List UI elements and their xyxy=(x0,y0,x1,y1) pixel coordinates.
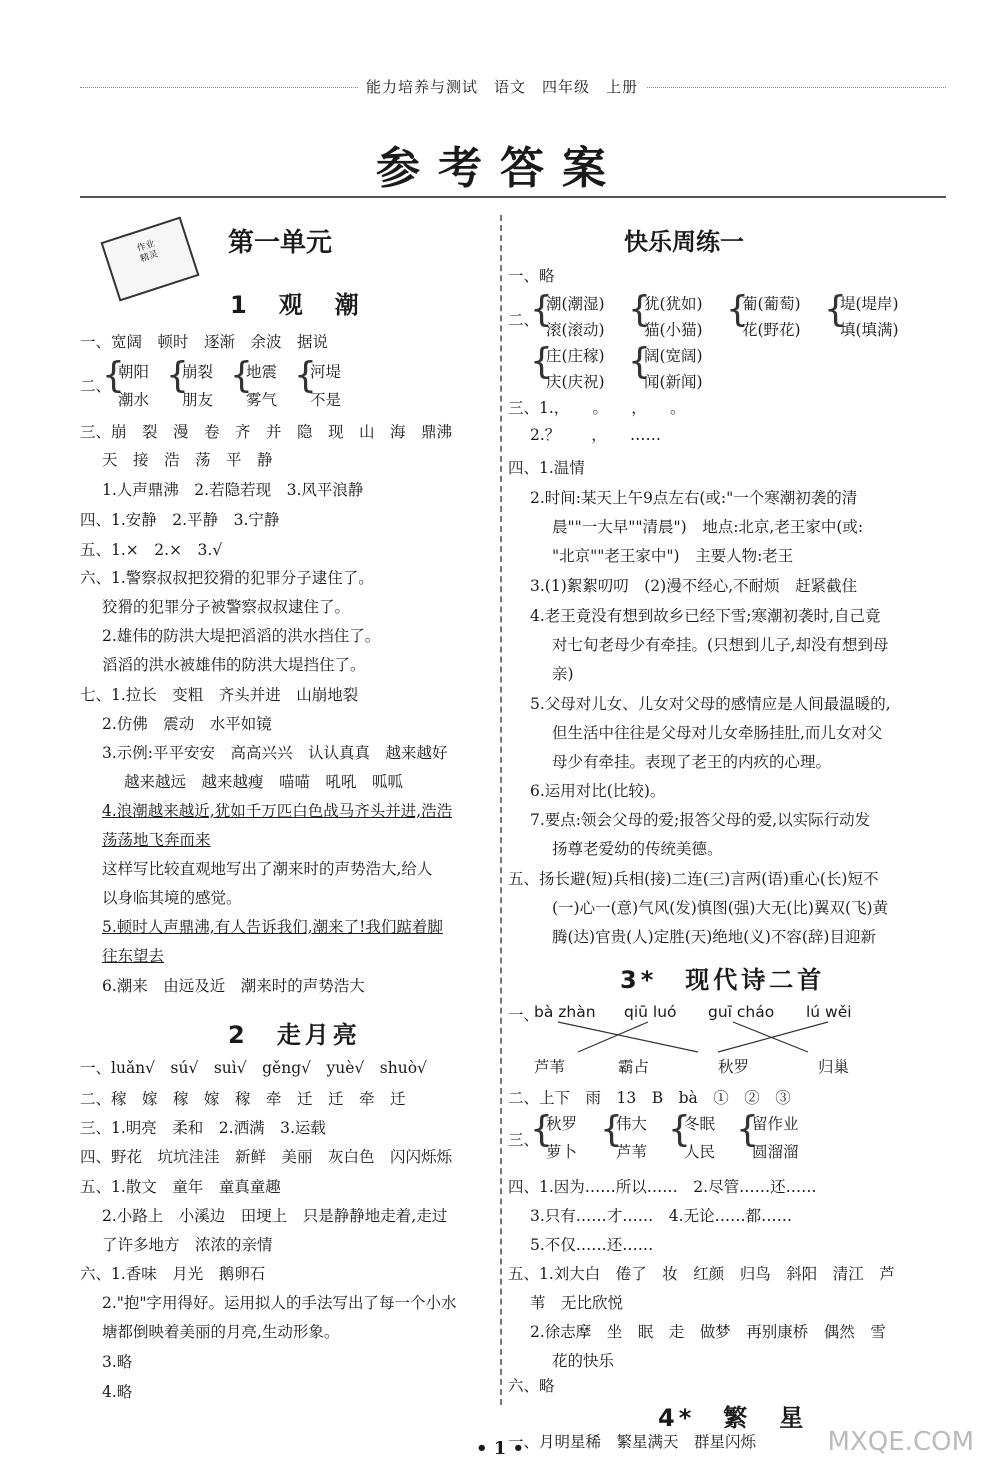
pinyin: bà zhàn xyxy=(534,1003,596,1021)
brace: { xyxy=(530,1109,553,1150)
brace: { xyxy=(628,341,651,382)
brace: { xyxy=(230,355,253,396)
word: 归巢 xyxy=(818,1058,850,1076)
brace: { xyxy=(736,1109,759,1150)
answer-line: 塘都倒映着美丽的月亮,生动形象。 xyxy=(102,1323,340,1341)
answer-line: 一、宽阔 顿时 逐渐 余波 据说 xyxy=(80,333,329,351)
answer-line: 1.人声鼎沸 2.若隐若现 3.风平浪静 xyxy=(102,481,364,499)
answer-line: 腾(达)官贵(人)定胜(天)绝地(义)不容(辞)目迎新 xyxy=(552,928,876,946)
char-group: 秋罗 xyxy=(546,1115,578,1133)
char-group: 河堤 xyxy=(310,363,342,381)
char-group: 人民 xyxy=(684,1143,716,1161)
char-group: 雾气 xyxy=(246,391,278,409)
lesson-2-title: 2 走月亮 xyxy=(228,1021,361,1049)
answer-line: "北京""老王家中") 主要人物:老王 xyxy=(552,547,794,565)
answer-line: 6.运用对比(比较)。 xyxy=(530,782,666,800)
char-group: 萝卜 xyxy=(546,1143,578,1161)
char-group: 闻(新闻) xyxy=(644,373,703,391)
lesson-4-title: 4* 繁 星 xyxy=(658,1404,808,1432)
char-group: 不是 xyxy=(310,391,342,409)
answer-line: 五、1.× 2.× 3.√ xyxy=(80,541,223,559)
answer-line: 4.略 xyxy=(102,1383,133,1401)
answer-line: 4.浪潮越来越近,犹如千万匹白色战马齐头并进,浩浩 xyxy=(102,802,453,820)
answer-line: 三、1.明亮 柔和 2.洒满 3.运载 xyxy=(80,1119,326,1137)
char-group: 潮水 xyxy=(118,391,150,409)
char-group: 堤(堤岸) xyxy=(840,295,899,313)
lesson-3-title: 3* 现代诗二首 xyxy=(620,966,826,994)
answer-line: 四、1.温情 xyxy=(508,459,585,477)
watermark: MXQE.COM xyxy=(827,1427,974,1457)
q2-label: 二、 xyxy=(80,377,112,395)
brace: { xyxy=(726,289,749,330)
answer-line: 五、1.刘大白 倦了 妆 红颜 归鸟 斜阳 清江 芦 xyxy=(508,1265,895,1283)
answer-line: 七、1.拉长 变粗 齐头并进 山崩地裂 xyxy=(80,686,359,704)
answer-line: 三、崩 裂 漫 卷 齐 并 隐 现 山 海 鼎沸 xyxy=(80,423,453,441)
char-group: 庄(庄稼) xyxy=(546,347,605,365)
header-text: 能力培养与测试 语文 四年级 上册 xyxy=(358,76,646,97)
running-header xyxy=(80,76,946,100)
answer-line: 二、稼 嫁 稼 嫁 稼 牵 迁 迁 牵 迁 xyxy=(80,1090,406,1108)
char-group: 潮(潮湿) xyxy=(546,295,605,313)
char-group: 葡(葡萄) xyxy=(742,295,801,313)
answer-line: 四、1.因为……所以…… 2.尽管……还…… xyxy=(508,1178,817,1196)
brace: { xyxy=(294,355,317,396)
answer-line: 越来越远 越来越瘦 喵喵 吼吼 呱呱 xyxy=(124,773,404,791)
answer-line: 了许多地方 浓浓的亲情 xyxy=(102,1236,273,1254)
q3-label: 三、 xyxy=(508,1131,540,1149)
answer-line: 2.小路上 小溪边 田埂上 只是静静地走着,走过 xyxy=(102,1207,448,1225)
title-rule xyxy=(80,196,946,198)
answer-line: 花的快乐 xyxy=(552,1352,615,1370)
stamp-logo: 作业 精灵 xyxy=(100,217,199,302)
answer-line: 扬尊老爱幼的传统美德。 xyxy=(552,840,723,858)
answer-line: 3.只有……才…… 4.无论……都…… xyxy=(530,1207,793,1225)
brace: { xyxy=(628,289,651,330)
answer-line: 2.？ ， …… xyxy=(530,426,662,444)
answer-line: 2.时间:某天上午9点左右(或:"一个寒潮初袭的清 xyxy=(530,489,858,507)
answer-line: 晨""一大早""清晨") 地点:北京,老王家中(或: xyxy=(552,518,864,536)
pinyin: guī cháo xyxy=(708,1003,775,1021)
char-group: 犹(犹如) xyxy=(644,295,703,313)
char-group: 伟大 xyxy=(616,1115,648,1133)
char-group: 崩裂 xyxy=(182,363,214,381)
answer-line: 6.潮来 由远及近 潮来时的声势浩大 xyxy=(102,977,365,995)
char-group: 阔(宽阔) xyxy=(644,347,703,365)
brace: { xyxy=(600,1109,623,1150)
char-group: 冬眠 xyxy=(684,1115,716,1133)
word: 霸占 xyxy=(618,1058,650,1076)
answer-line: 3.略 xyxy=(102,1353,133,1371)
page-number: • 1 • xyxy=(475,1438,525,1459)
answer-line: 2.徐志摩 坐 眠 走 做梦 再别康桥 偶然 雪 xyxy=(530,1323,886,1341)
q1-label: 一、 xyxy=(508,1006,540,1024)
q2-label: 二、 xyxy=(508,311,540,329)
answer-line: 一、luǎn√ sú√ suì√ gěng√ yuè√ shuò√ xyxy=(80,1059,427,1077)
unit-heading: 第一单元 xyxy=(228,228,333,258)
answer-line: 这样写比较直观地写出了潮来时的声势浩大,给人 xyxy=(102,860,433,878)
answer-line: 2.雄伟的防洪大堤把滔滔的洪水挡住了。 xyxy=(102,627,381,645)
answer-line: 二、上下 雨 13 B bà ① ② ③ xyxy=(508,1089,791,1107)
answer-line: 五、扬长避(短)兵相(接)二连(三)言两(语)重心(长)短不 xyxy=(508,870,879,888)
char-group: 滚(滚动) xyxy=(546,321,605,339)
answer-line: 滔滔的洪水被雄伟的防洪大堤挡住了。 xyxy=(102,656,366,674)
column-divider xyxy=(500,215,502,1405)
char-group: 猫(小猫) xyxy=(644,321,703,339)
answer-line: 母少有牵挂。表现了老王的内疚的心理。 xyxy=(552,753,832,771)
answer-line: 五、1.散文 童年 童真童趣 xyxy=(80,1178,281,1196)
brace: { xyxy=(668,1109,691,1150)
answer-line: 四、1.安静 2.平静 3.宁静 xyxy=(80,511,280,529)
word: 秋罗 xyxy=(718,1058,750,1076)
pinyin: lú wěi xyxy=(806,1003,852,1021)
answer-line: 2."抱"字用得好。运用拟人的手法写出了每一个小水 xyxy=(102,1294,457,1312)
answer-line: 亲) xyxy=(552,665,574,683)
answer-line: 4.老王竟没有想到故乡已经下雪;寒潮初袭时,自己竟 xyxy=(530,607,881,625)
answer-line: 荡荡地飞奔而来 xyxy=(102,831,211,849)
answer-line: 以身临其境的感觉。 xyxy=(102,889,242,907)
pinyin: qiū luó xyxy=(624,1003,677,1021)
answer-line: 3.(1)絮絮叨叨 (2)漫不经心,不耐烦 赶紧截住 xyxy=(530,577,858,595)
brace: { xyxy=(824,289,847,330)
char-group: 朝阳 xyxy=(118,363,150,381)
answer-line: 对七旬老母少有牵挂。(只想到儿子,却没有想到母 xyxy=(552,636,889,654)
weekly-heading: 快乐周练一 xyxy=(624,228,744,256)
char-group: 芦苇 xyxy=(616,1143,648,1161)
page-title: 参考答案 xyxy=(376,143,624,194)
brace: { xyxy=(530,341,553,382)
answer-line: 5.顿时人声鼎沸,有人告诉我们,潮来了!我们踮着脚 xyxy=(102,918,443,936)
answer-line: 一、月明星稀 繁星满天 群星闪烁 xyxy=(508,1433,757,1451)
char-group: 留作业 xyxy=(752,1115,799,1133)
answer-line: (一)心一(意)气风(发)慎图(强)大无(比)翼双(飞)黄 xyxy=(552,899,889,917)
answer-line: 往东望去 xyxy=(102,947,165,965)
brace: { xyxy=(530,289,553,330)
char-group: 庆(庆祝) xyxy=(546,373,605,391)
word: 芦苇 xyxy=(534,1058,566,1076)
answer-line: 2.仿佛 震动 水平如镜 xyxy=(102,715,272,733)
char-group: 地震 xyxy=(246,363,278,381)
brace: { xyxy=(166,355,189,396)
answer-line: 一、略 xyxy=(508,267,555,285)
answer-line: 5.父母对儿女、儿女对父母的感情应是人间最温暖的, xyxy=(530,695,891,713)
answer-line: 7.要点:领会父母的爱;报答父母的爱,以实际行动发 xyxy=(530,811,871,829)
answer-line: 三、1.， 。 ， 。 xyxy=(508,399,686,417)
answer-line: 六、略 xyxy=(508,1377,555,1395)
char-group: 朋友 xyxy=(182,391,214,409)
char-group: 花(野花) xyxy=(742,321,801,339)
answer-line: 5.不仅……还…… xyxy=(530,1236,654,1254)
answer-line: 六、1.香味 月光 鹅卵石 xyxy=(80,1265,266,1283)
answer-line: 但生活中往往是父母对儿女牵肠挂肚,而儿女对父 xyxy=(552,724,883,742)
brace: { xyxy=(102,355,125,396)
answer-line: 狡猾的犯罪分子被警察叔叔逮住了。 xyxy=(102,598,351,616)
answer-line: 3.示例:平平安安 高高兴兴 认认真真 越来越好 xyxy=(102,744,448,762)
answer-line: 苇 无比欣悦 xyxy=(530,1294,624,1312)
lesson-1-title: 1 观 潮 xyxy=(230,291,363,319)
char-group: 填(填满) xyxy=(840,321,899,339)
answer-line: 天 接 浩 荡 平 静 xyxy=(102,451,273,469)
answer-line: 四、野花 坑坑洼洼 新鲜 美丽 灰白色 闪闪烁烁 xyxy=(80,1148,453,1166)
char-group: 圆溜溜 xyxy=(752,1143,799,1161)
answer-line: 六、1.警察叔叔把狡猾的犯罪分子逮住了。 xyxy=(80,569,374,587)
